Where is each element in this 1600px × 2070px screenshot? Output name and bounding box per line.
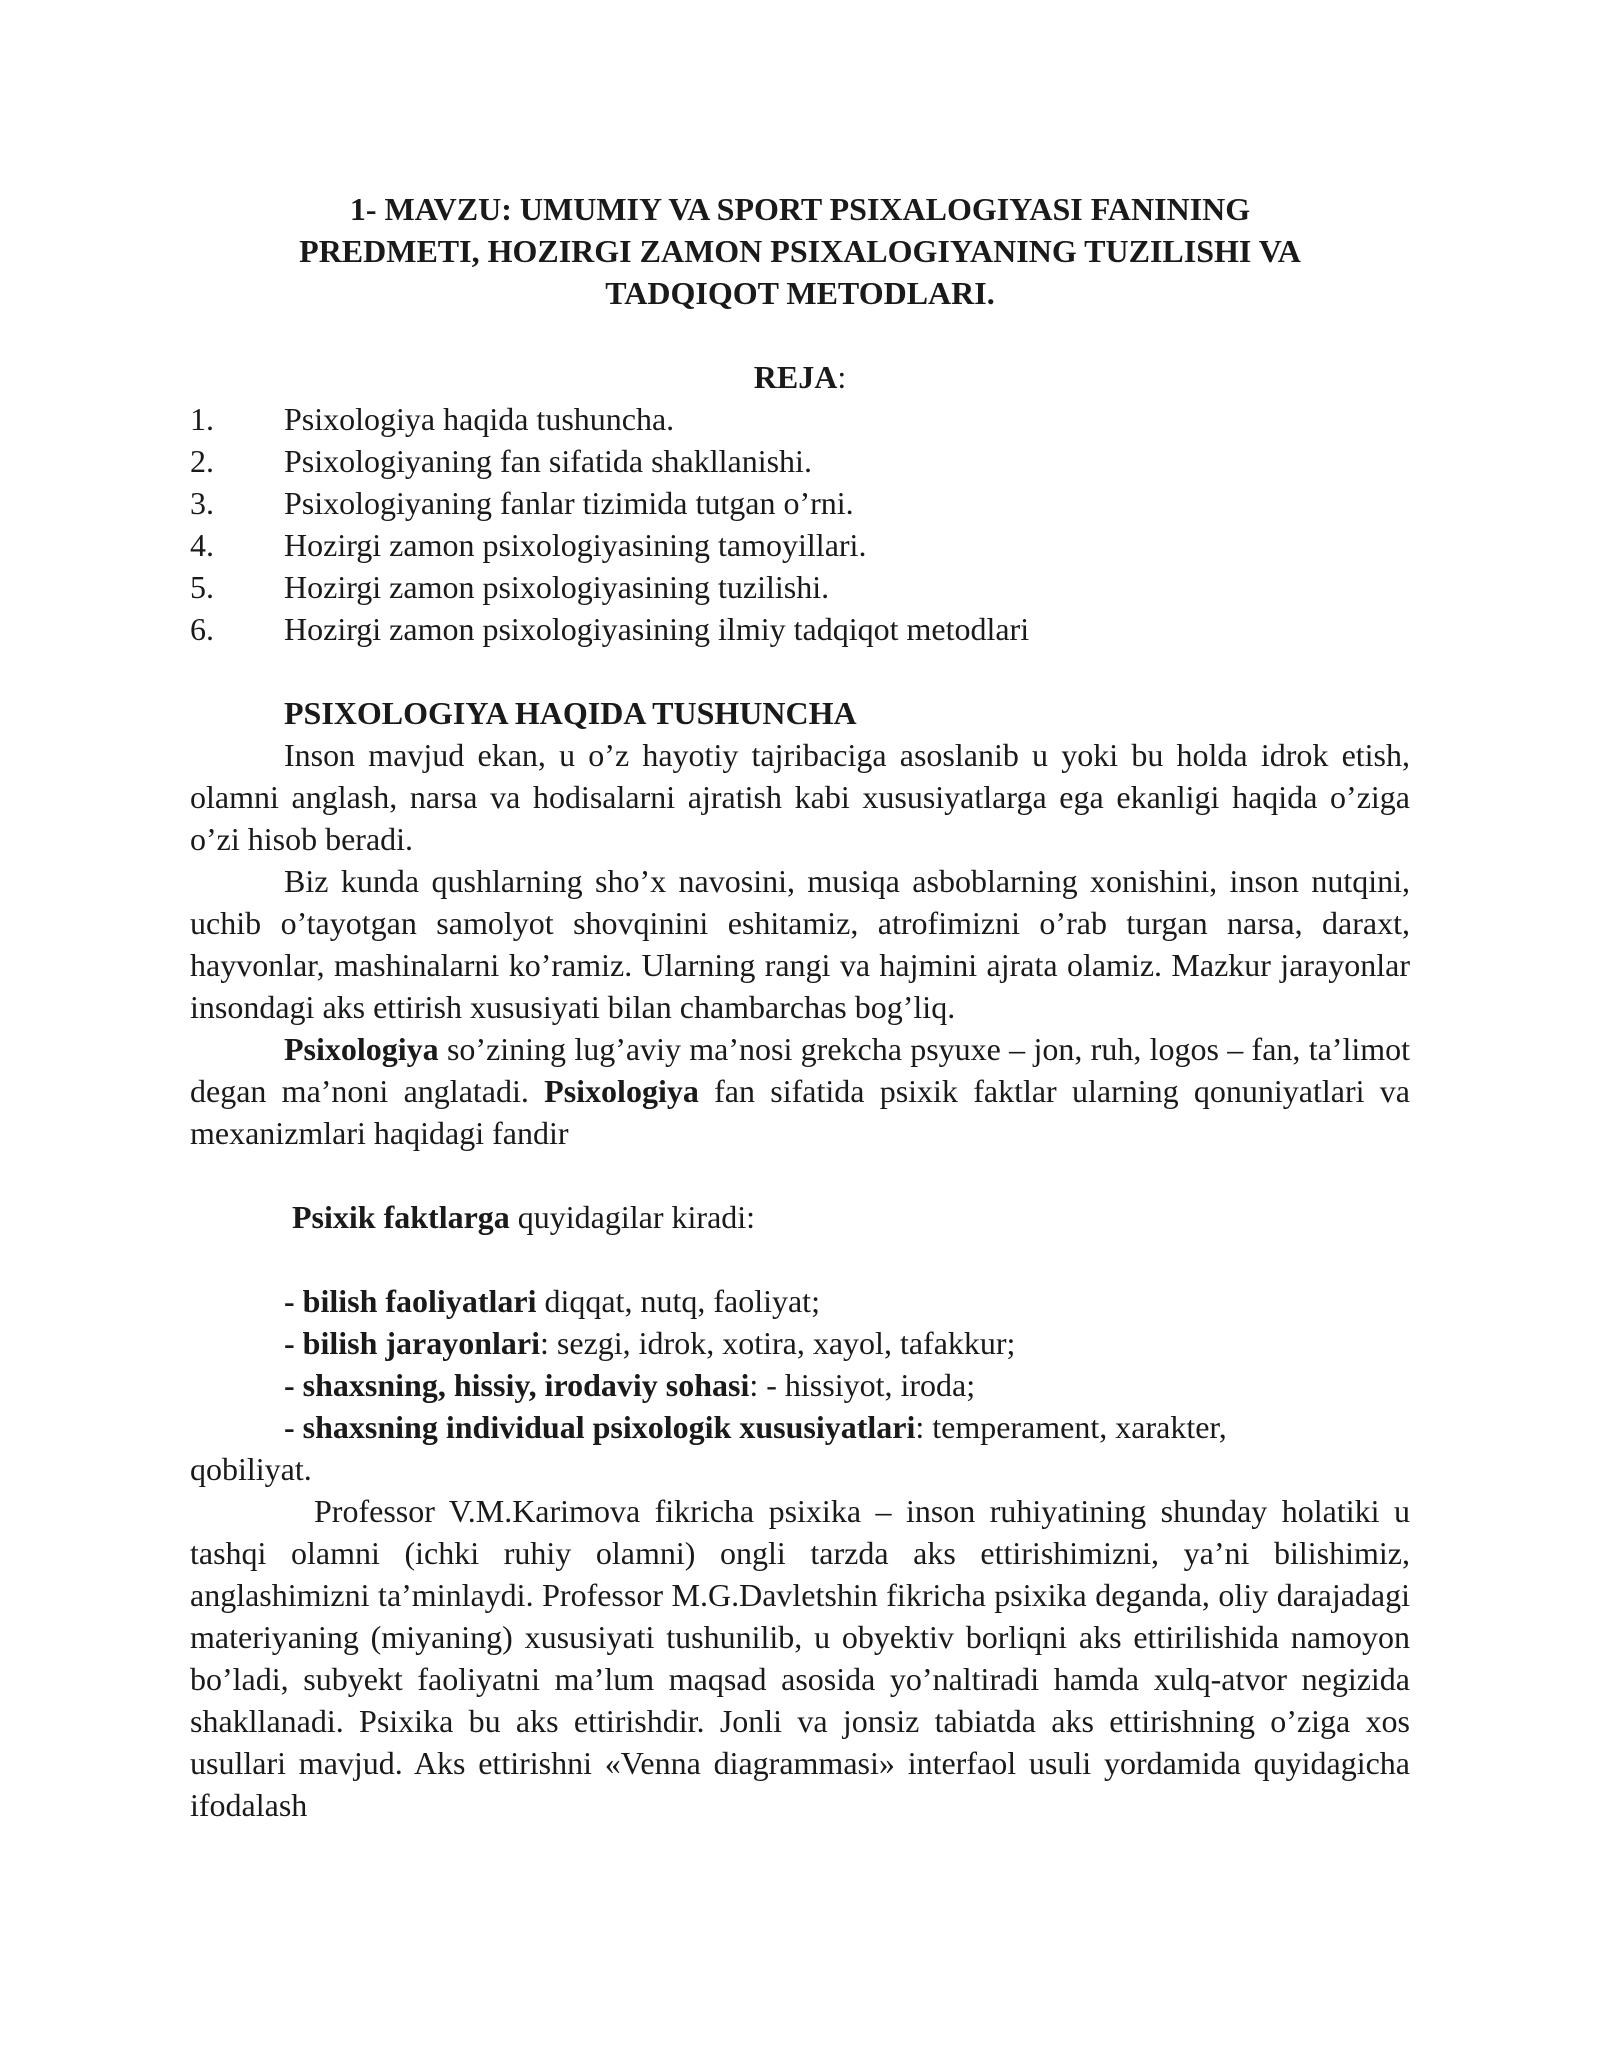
paragraph-definition xyxy=(190,1028,1410,1154)
blank-line xyxy=(190,1154,1410,1196)
plan-item-text: Psixologiya haqida tushuncha. xyxy=(284,401,675,437)
title-line-2: PREDMETI, HOZIRGI ZAMON PSIXALOGIYANING TUZILISHI VA xyxy=(299,233,1301,269)
plan-item-number: 2. xyxy=(190,443,214,479)
plan-item xyxy=(190,440,1410,482)
plan-item-number: 1. xyxy=(190,401,214,437)
plan-heading-label: REJA xyxy=(753,359,838,395)
title-line-3: TADQIQOT METODLARI. xyxy=(605,275,995,311)
plan-heading-colon: : xyxy=(837,359,847,395)
plan-list xyxy=(190,398,1410,650)
plan-item-number: 4. xyxy=(190,527,214,563)
term-psixologiya: Psixologiya xyxy=(284,1031,439,1067)
fact-item-term: - shaxsning, hissiy, irodaviy sohasi xyxy=(284,1367,750,1403)
document-title xyxy=(190,188,1410,314)
plan-item xyxy=(190,482,1410,524)
psychic-facts-text: quyidagilar kiradi: xyxy=(509,1199,756,1235)
plan-heading xyxy=(190,356,1410,398)
paragraph-psychic-facts xyxy=(190,1196,1410,1238)
plan-item xyxy=(190,608,1410,650)
term-psixik-faktlarga: Psixik faktlarga xyxy=(292,1199,510,1235)
term-psixologiya-2: Psixologiya xyxy=(544,1073,699,1109)
fact-item-continuation: qobiliyat. xyxy=(190,1451,312,1487)
paragraph-perception: Biz kunda qushlarning sho’x navosini, musiqa asboblarning xonishini, inson nutqini, uchib o’tayotgan samolyot shovqinini eshitamiz, atrofimizni o’rab turgan narsa, daraxt, hayvonlar, mashinalarni ko’ramiz. Ularning rangi va hajmini ajrata olamiz. Mazkur jarayonlar insondagi aks ettirish xususiyati bilan chambarchas bog’liq. xyxy=(190,863,1410,1025)
plan-item-text: Psixologiyaning fanlar tizimida tutgan o’rni. xyxy=(284,485,854,521)
fact-item-text: : temperament, xarakter, xyxy=(915,1409,1227,1445)
plan-item-number: 5. xyxy=(190,569,214,605)
section-heading: PSIXOLOGIYA HAQIDA TUSHUNCHA xyxy=(284,695,857,731)
paragraph-professors: Professor V.M.Karimova fikricha psixika – inson ruhiyatining shunday holatiki u tashqi olamni (ichki ruhiy olamni) ongli tarzda aks ettirishimizni, ya’ni bilishimiz, anglashimizni ta’minlaydi. Professor M.G.Davletshin fikricha psixika deganda, oliy darajadagi materiyaning (miyaning) xususiyati tushunilib, u obyektiv borliqni aks ettirilishida namoyon bo’ladi, subyekt faoliyatni ma’lum maqsad asosida yo’naltiradi hamda xulq-atvor negizida shakllanadi. Psixika bu aks ettirishdir. Jonli va jonsiz tabiatda aks ettirishning o’ziga xos usullari mavjud. Aks ettirishni «Venna diagrammasi» interfaol usuli yordamida quyidagicha ifodalash xyxy=(190,1493,1410,1823)
fact-item-text: : - hissiyot, iroda; xyxy=(749,1367,976,1403)
fact-item xyxy=(190,1406,1410,1448)
plan-item xyxy=(190,524,1410,566)
title-line-1: 1- MAVZU: UMUMIY VA SPORT PSIXALOGIYASI FANINING xyxy=(349,191,1251,227)
paragraph-intro: Inson mavjud ekan, u o’z hayotiy tajribaciga asoslanib u yoki bu holda idrok etish, olamni anglash, narsa va hodisalarni ajratish kabi xususiyatlarga ega ekanligi haqida o’ziga o’zi hisob beradi. xyxy=(190,737,1410,857)
plan-item-number: 3. xyxy=(190,485,214,521)
plan-item xyxy=(190,398,1410,440)
blank-line xyxy=(190,1238,1410,1280)
fact-item-term: - bilish faoliyatlari xyxy=(284,1283,537,1319)
fact-item-text: : sezgi, idrok, xotira, xayol, tafakkur; xyxy=(540,1325,1016,1361)
fact-item-text: diqqat, nutq, faoliyat; xyxy=(536,1283,820,1319)
fact-item xyxy=(190,1280,1410,1322)
plan-item xyxy=(190,566,1410,608)
fact-item-term: - shaxsning individual psixologik xususiyatlari xyxy=(284,1409,916,1445)
fact-item-term: - bilish jarayonlari xyxy=(284,1325,541,1361)
plan-item-text: Psixologiyaning fan sifatida shakllanishi. xyxy=(284,443,812,479)
definition-text-1: so’zining lug’aviy ma’nosi grekcha psyuxe – jon, ruh, logos – fan, ta’limot degan ma’noni anglatadi. xyxy=(190,1031,1410,1109)
plan-item-number: 6. xyxy=(190,611,214,647)
plan-item-text: Hozirgi zamon psixologiyasining ilmiy tadqiqot metodlari xyxy=(284,611,1030,647)
fact-item xyxy=(190,1322,1410,1364)
fact-item xyxy=(190,1364,1410,1406)
plan-item-text: Hozirgi zamon psixologiyasining tamoyillari. xyxy=(284,527,867,563)
definition-text-2: fan sifatida psixik faktlar ularning qonuniyatlari va mexanizmlari haqidagi fandir xyxy=(190,1073,1411,1151)
plan-item-text: Hozirgi zamon psixologiyasining tuzilishi. xyxy=(284,569,830,605)
